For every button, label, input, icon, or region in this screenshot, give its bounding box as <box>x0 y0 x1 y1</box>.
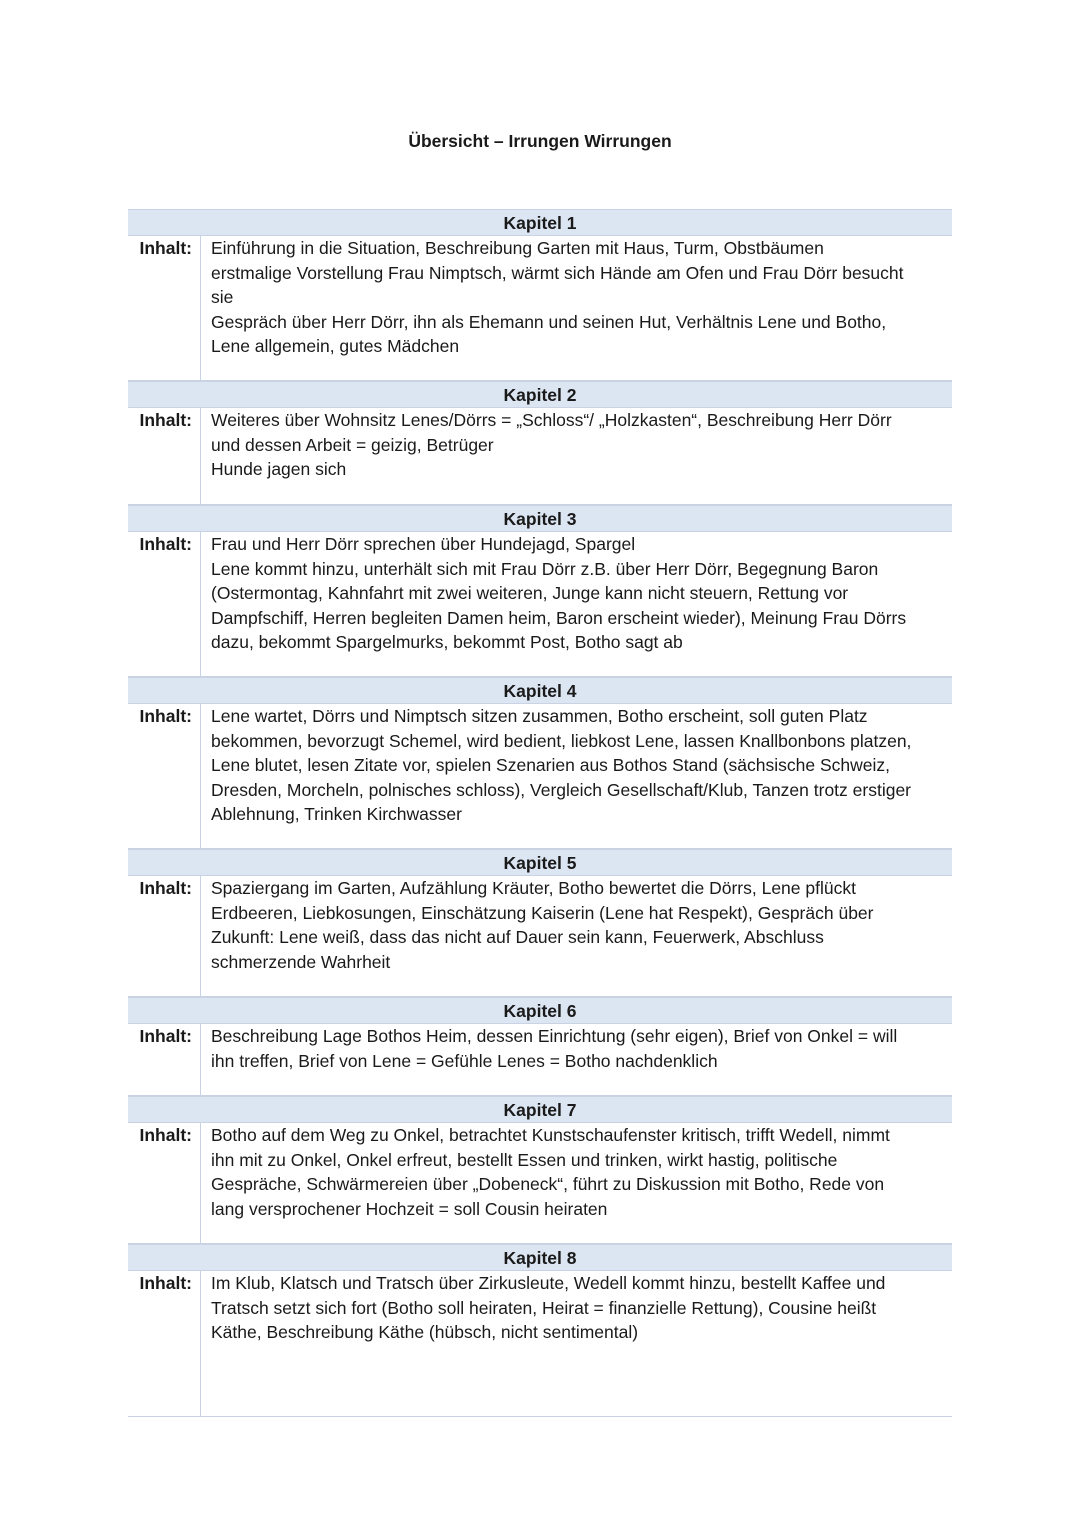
chapter-heading: Kapitel 1 <box>128 209 952 236</box>
chapter-heading: Kapitel 3 <box>128 505 952 532</box>
content-label: Inhalt: <box>128 532 201 676</box>
chapter-section <box>128 505 952 677</box>
content-label: Inhalt: <box>128 408 201 504</box>
chapter-section <box>128 677 952 849</box>
chapter-summary: Weiteres über Wohnsitz Lenes/Dörrs = „Schloss“/ „Holzkasten“, Beschreibung Herr Dörr und dessen Arbeit = geizig, Betrüger Hunde jagen sich <box>211 410 892 479</box>
chapter-section <box>128 1244 952 1417</box>
content-label: Inhalt: <box>128 236 201 380</box>
content-label: Inhalt: <box>128 1123 201 1243</box>
chapter-heading: Kapitel 7 <box>128 1096 952 1123</box>
chapter-summary: Im Klub, Klatsch und Tratsch über Zirkusleute, Wedell kommt hinzu, bestellt Kaffee und Tratsch setzt sich fort (Botho soll heiraten, Heirat = finanzielle Rettung), Cousine heißt Käthe, Beschreibung Käthe (hübsch, nicht sentimental) <box>211 1273 886 1342</box>
chapter-table <box>128 209 952 1417</box>
chapter-summary: Frau und Herr Dörr sprechen über Hundejagd, Spargel Lene kommt hinzu, unterhält sich mit Frau Dörr z.B. über Herr Dörr, Begegnung Baron (Ostermontag, Kahnfahrt mit zwei weiteren, Junge kann nicht steuern, Rettung vor Dampfschiff, Herren begleiten Damen heim, Baron erscheint wieder), Meinung Frau Dörrs dazu, bekommt Spargelmurks, bekommt Post, Botho sagt ab <box>211 534 907 652</box>
chapter-summary: Einführung in die Situation, Beschreibung Garten mit Haus, Turm, Obstbäumen erstmalige Vorstellung Frau Nimptsch, wärmt sich Hände am Ofen und Frau Dörr besucht sie Gespräch über Herr Dörr, ihn als Ehemann und seinen Hut, Verhältnis Lene und Botho, Lene allgemein, gutes Mädchen <box>211 238 904 356</box>
chapter-section <box>128 849 952 997</box>
chapter-heading: Kapitel 5 <box>128 849 952 876</box>
chapter-heading: Kapitel 4 <box>128 677 952 704</box>
content-label: Inhalt: <box>128 704 201 848</box>
chapter-summary: Lene wartet, Dörrs und Nimptsch sitzen zusammen, Botho erscheint, soll guten Platz bekommen, bevorzugt Schemel, wird bedient, liebkost Lene, lassen Knallbonbons platzen, Lene blutet, lesen Zitate vor, spielen Szenarien aus Bothos Stand (sächsische Schweiz, Dresden, Morcheln, polnisches schloss), Vergleich Gesellschaft/Klub, Tanzen trotz erstiger Ablehnung, Trinken Kirchwasser <box>211 706 912 824</box>
chapter-section <box>128 1096 952 1244</box>
page-title: Übersicht – Irrungen Wirrungen <box>408 131 672 151</box>
chapter-summary: Beschreibung Lage Bothos Heim, dessen Einrichtung (sehr eigen), Brief von Onkel = will ihn treffen, Brief von Lene = Gefühle Lenes = Botho nachdenklich <box>211 1026 898 1071</box>
chapter-section <box>128 209 952 381</box>
chapter-section <box>128 997 952 1096</box>
chapter-heading: Kapitel 2 <box>128 381 952 408</box>
chapter-summary: Botho auf dem Weg zu Onkel, betrachtet Kunstschaufenster kritisch, trifft Wedell, nimmt ihn mit zu Onkel, Onkel erfreut, bestellt Essen und trinken, wirkt hastig, politische Gespräche, Schwärmereien über „Dobeneck“, führt zu Diskussion mit Botho, Rede von lang versprochener Hochzeit = soll Cousin heiraten <box>211 1125 890 1219</box>
chapter-summary: Spaziergang im Garten, Aufzählung Kräuter, Botho bewertet die Dörrs, Lene pflückt Erdbeeren, Liebkosungen, Einschätzung Kaiserin (Lene hat Respekt), Gespräch über Zukunft: Lene weiß, dass das nicht auf Dauer sein kann, Feuerwerk, Abschluss schmerzende Wahrheit <box>211 878 874 972</box>
chapter-section <box>128 381 952 505</box>
chapter-heading: Kapitel 6 <box>128 997 952 1024</box>
chapter-heading: Kapitel 8 <box>128 1244 952 1271</box>
content-label: Inhalt: <box>128 1024 201 1095</box>
content-label: Inhalt: <box>128 876 201 996</box>
content-label: Inhalt: <box>128 1271 201 1416</box>
